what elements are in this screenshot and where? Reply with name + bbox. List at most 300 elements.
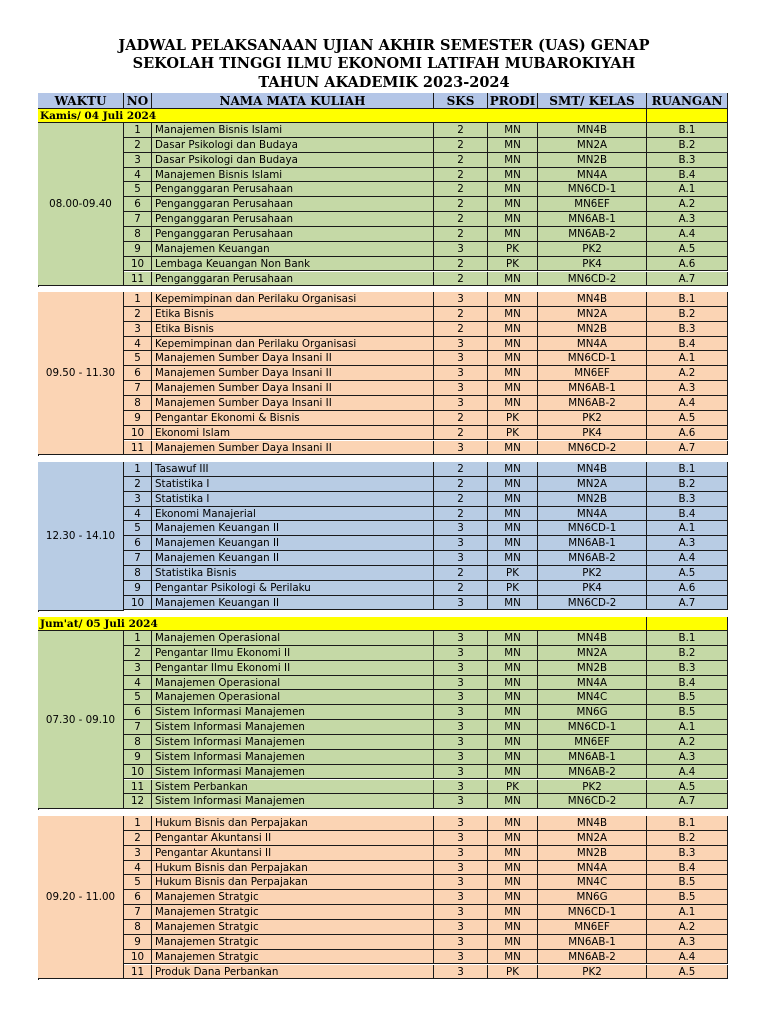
time-slot: 09.20 - 11.00 — [38, 816, 124, 979]
table-row-col-no: 10 — [124, 596, 152, 611]
table-row-col-no: 3 — [124, 492, 152, 507]
table-row-col-smt-kelas: PK2 — [538, 411, 647, 426]
table-row-col-sks: 3 — [434, 705, 488, 720]
table-row-col-smt-kelas: MN4A — [538, 337, 647, 352]
table-row-col-sks: 3 — [434, 750, 488, 765]
table-row-col-ruangan: B.1 — [647, 462, 728, 477]
table-row-col-smt-kelas: MN6AB-1 — [538, 536, 647, 551]
table-row-col-prodi: MN — [488, 492, 538, 507]
table-row-col-no: 5 — [124, 351, 152, 366]
table-row-col-nama-mata-kuliah: Kepemimpinan dan Perilaku Organisasi — [152, 292, 434, 307]
table-row-col-smt-kelas: PK4 — [538, 257, 647, 272]
table-row-col-nama-mata-kuliah: Penganggaran Perusahaan — [152, 212, 434, 227]
table-row-col-ruangan: A.4 — [647, 950, 728, 965]
table-row-col-sks: 3 — [434, 596, 488, 611]
table-row-col-smt-kelas: MN6G — [538, 890, 647, 905]
table-row-col-nama-mata-kuliah: Statistika I — [152, 492, 434, 507]
table-row-col-no: 6 — [124, 366, 152, 381]
table-row-col-prodi: MN — [488, 507, 538, 522]
table-row-col-nama-mata-kuliah: Pengantar Psikologi & Perilaku — [152, 581, 434, 596]
table-row-col-no: 5 — [124, 521, 152, 536]
table-row-col-sks: 3 — [434, 720, 488, 735]
table-row-col-no: 10 — [124, 950, 152, 965]
table-row-col-prodi: MN — [488, 765, 538, 780]
table-row-col-nama-mata-kuliah: Sistem Informasi Manajemen — [152, 720, 434, 735]
table-row-col-prodi: MN — [488, 197, 538, 212]
table-row-col-prodi: MN — [488, 661, 538, 676]
table-row-col-ruangan: A.7 — [647, 794, 728, 809]
table-row-col-sks: 3 — [434, 536, 488, 551]
table-row-col-prodi: MN — [488, 272, 538, 287]
table-row-col-no: 5 — [124, 875, 152, 890]
table-row-col-ruangan: A.4 — [647, 396, 728, 411]
table-row-col-prodi: MN — [488, 596, 538, 611]
table-row-col-prodi: MN — [488, 168, 538, 183]
table-row-col-nama-mata-kuliah: Kepemimpinan dan Perilaku Organisasi — [152, 337, 434, 352]
table-row-col-ruangan: B.4 — [647, 507, 728, 522]
table-row-col-ruangan: B.2 — [647, 831, 728, 846]
table-row-col-sks: 3 — [434, 661, 488, 676]
table-row-col-no: 7 — [124, 212, 152, 227]
table-row-col-nama-mata-kuliah: Manajemen Bisnis Islami — [152, 168, 434, 183]
table-row-col-smt-kelas: PK2 — [538, 242, 647, 257]
table-row-col-nama-mata-kuliah: Sistem Informasi Manajemen — [152, 765, 434, 780]
table-row-col-nama-mata-kuliah: Manajemen Keuangan — [152, 242, 434, 257]
table-row-col-smt-kelas: PK2 — [538, 965, 647, 980]
table-row-col-no: 6 — [124, 890, 152, 905]
table-row-col-prodi: MN — [488, 794, 538, 809]
table-row-col-nama-mata-kuliah: Manajemen Sumber Daya Insani II — [152, 396, 434, 411]
table-row-col-smt-kelas: MN6AB-2 — [538, 396, 647, 411]
table-row-col-sks: 3 — [434, 337, 488, 352]
table-row-col-prodi: MN — [488, 227, 538, 242]
table-row-col-nama-mata-kuliah: Hukum Bisnis dan Perpajakan — [152, 875, 434, 890]
table-row-col-no: 8 — [124, 227, 152, 242]
table-row-col-sks: 3 — [434, 875, 488, 890]
header-col-smt-kelas: SMT/ KELAS — [538, 93, 647, 109]
table-row-col-sks: 3 — [434, 631, 488, 646]
table-row-col-sks: 3 — [434, 890, 488, 905]
table-row-col-no: 7 — [124, 551, 152, 566]
time-slot: 12.30 - 14.10 — [38, 462, 124, 611]
table-row-col-nama-mata-kuliah: Sistem Informasi Manajemen — [152, 750, 434, 765]
table-row-col-sks: 2 — [434, 138, 488, 153]
table-row-col-nama-mata-kuliah: Pengantar Ilmu Ekonomi II — [152, 646, 434, 661]
table-row-col-sks: 3 — [434, 292, 488, 307]
table-row-col-no: 11 — [124, 272, 152, 287]
table-row-col-ruangan: A.6 — [647, 426, 728, 441]
day-label: Jum'at/ 05 Juli 2024 — [38, 617, 647, 631]
table-row-col-sks: 3 — [434, 690, 488, 705]
table-row-col-ruangan: A.3 — [647, 750, 728, 765]
table-row-col-smt-kelas: MN6CD-1 — [538, 720, 647, 735]
table-row-col-smt-kelas: MN6EF — [538, 197, 647, 212]
table-row-col-smt-kelas: MN4B — [538, 123, 647, 138]
table-row-col-no: 11 — [124, 441, 152, 456]
table-row-col-smt-kelas: MN6AB-2 — [538, 551, 647, 566]
table-row-col-no: 4 — [124, 337, 152, 352]
table-row-col-ruangan: B.2 — [647, 307, 728, 322]
table-row-col-nama-mata-kuliah: Manajemen Keuangan II — [152, 596, 434, 611]
table-row-col-smt-kelas: MN6CD-1 — [538, 521, 647, 536]
table-row-col-sks: 3 — [434, 366, 488, 381]
time-slot: 09.50 - 11.30 — [38, 292, 124, 455]
table-row-col-prodi: MN — [488, 676, 538, 691]
table-row-col-sks: 2 — [434, 257, 488, 272]
table-row-col-nama-mata-kuliah: Penganggaran Perusahaan — [152, 182, 434, 197]
table-row-col-sks: 3 — [434, 441, 488, 456]
table-row-col-nama-mata-kuliah: Dasar Psikologi dan Budaya — [152, 138, 434, 153]
table-row-col-prodi: PK — [488, 426, 538, 441]
table-row-col-smt-kelas: MN6AB-2 — [538, 227, 647, 242]
table-row-col-smt-kelas: MN2B — [538, 153, 647, 168]
table-row-col-sks: 3 — [434, 676, 488, 691]
table-row-col-ruangan: A.1 — [647, 351, 728, 366]
header-col-sks: SKS — [434, 93, 488, 109]
table-row-col-sks: 2 — [434, 197, 488, 212]
table-row-col-nama-mata-kuliah: Dasar Psikologi dan Budaya — [152, 153, 434, 168]
table-row-col-prodi: MN — [488, 366, 538, 381]
table-row-col-nama-mata-kuliah: Manajemen Keuangan II — [152, 536, 434, 551]
table-row-col-prodi: PK — [488, 242, 538, 257]
table-row-col-ruangan: B.3 — [647, 846, 728, 861]
table-row-col-no: 1 — [124, 631, 152, 646]
table-row-col-sks: 2 — [434, 307, 488, 322]
table-row-col-prodi: MN — [488, 123, 538, 138]
table-row-col-prodi: MN — [488, 875, 538, 890]
table-row-col-no: 11 — [124, 965, 152, 980]
table-row-col-smt-kelas: MN6CD-2 — [538, 272, 647, 287]
table-row-col-prodi: MN — [488, 735, 538, 750]
table-row-col-ruangan: B.1 — [647, 816, 728, 831]
table-row-col-prodi: MN — [488, 322, 538, 337]
table-row-col-smt-kelas: PK4 — [538, 426, 647, 441]
table-row-col-sks: 3 — [434, 396, 488, 411]
table-row-col-sks: 3 — [434, 920, 488, 935]
table-row-col-prodi: MN — [488, 831, 538, 846]
table-row-col-no: 1 — [124, 292, 152, 307]
table-row-col-ruangan: B.4 — [647, 861, 728, 876]
table-row-col-ruangan: B.4 — [647, 168, 728, 183]
table-row-col-smt-kelas: MN6EF — [538, 920, 647, 935]
table-row-col-no: 6 — [124, 197, 152, 212]
table-row-col-nama-mata-kuliah: Manajemen Sumber Daya Insani II — [152, 381, 434, 396]
table-row-col-nama-mata-kuliah: Manajemen Sumber Daya Insani II — [152, 441, 434, 456]
day-row-filler — [647, 617, 728, 631]
table-row-col-sks: 2 — [434, 182, 488, 197]
table-row-col-smt-kelas: MN2B — [538, 322, 647, 337]
table-row-col-sks: 3 — [434, 950, 488, 965]
table-row-col-sks: 2 — [434, 153, 488, 168]
table-row-col-nama-mata-kuliah: Manajemen Operasional — [152, 676, 434, 691]
table-row-col-smt-kelas: MN6AB-1 — [538, 212, 647, 227]
table-row-col-ruangan: A.1 — [647, 905, 728, 920]
header-col-no: NO — [124, 93, 152, 109]
table-row-col-ruangan: B.4 — [647, 337, 728, 352]
table-row-col-prodi: MN — [488, 861, 538, 876]
table-row-col-smt-kelas: PK2 — [538, 780, 647, 795]
table-row-col-sks: 3 — [434, 521, 488, 536]
time-slot: 08.00-09.40 — [38, 123, 124, 286]
table-row-col-sks: 3 — [434, 905, 488, 920]
table-row-col-smt-kelas: MN2B — [538, 661, 647, 676]
table-row-col-prodi: MN — [488, 307, 538, 322]
table-row-col-prodi: MN — [488, 846, 538, 861]
table-row-col-sks: 2 — [434, 566, 488, 581]
table-row-col-ruangan: A.2 — [647, 366, 728, 381]
table-row-col-nama-mata-kuliah: Manajemen Stratgic — [152, 920, 434, 935]
table-row-col-prodi: PK — [488, 581, 538, 596]
table-row-col-nama-mata-kuliah: Manajemen Bisnis Islami — [152, 123, 434, 138]
table-row-col-ruangan: A.3 — [647, 935, 728, 950]
table-row-col-ruangan: A.2 — [647, 735, 728, 750]
table-row-col-ruangan: B.3 — [647, 153, 728, 168]
table-row-col-nama-mata-kuliah: Ekonomi Islam — [152, 426, 434, 441]
table-row-col-prodi: MN — [488, 705, 538, 720]
table-row-col-ruangan: B.1 — [647, 292, 728, 307]
table-row-col-smt-kelas: MN4B — [538, 631, 647, 646]
table-row-col-ruangan: A.1 — [647, 182, 728, 197]
table-row-col-ruangan: A.5 — [647, 780, 728, 795]
table-row-col-nama-mata-kuliah: Hukum Bisnis dan Perpajakan — [152, 861, 434, 876]
table-row-col-sks: 3 — [434, 816, 488, 831]
table-row-col-ruangan: B.1 — [647, 123, 728, 138]
table-row-col-sks: 3 — [434, 735, 488, 750]
table-row-col-nama-mata-kuliah: Lembaga Keuangan Non Bank — [152, 257, 434, 272]
table-row-col-nama-mata-kuliah: Pengantar Akuntansi II — [152, 846, 434, 861]
table-row-col-ruangan: B.3 — [647, 322, 728, 337]
table-row-col-prodi: MN — [488, 905, 538, 920]
table-row-col-prodi: MN — [488, 536, 538, 551]
document-title-line-2: SEKOLAH TINGGI ILMU EKONOMI LATIFAH MUBAROKIYAH — [132, 55, 636, 72]
day-row-filler — [647, 109, 728, 123]
table-row-col-nama-mata-kuliah: Manajemen Stratgic — [152, 890, 434, 905]
table-row-col-smt-kelas: MN2B — [538, 846, 647, 861]
table-row-col-smt-kelas: MN2A — [538, 831, 647, 846]
table-row-col-sks: 2 — [434, 426, 488, 441]
table-row-col-no: 9 — [124, 242, 152, 257]
table-row-col-ruangan: A.5 — [647, 965, 728, 980]
table-row-col-sks: 3 — [434, 846, 488, 861]
table-row-col-sks: 2 — [434, 123, 488, 138]
table-row-col-no: 1 — [124, 816, 152, 831]
table-row-col-sks: 3 — [434, 351, 488, 366]
table-row-col-sks: 3 — [434, 646, 488, 661]
table-row-col-smt-kelas: MN6AB-1 — [538, 935, 647, 950]
table-row-col-sks: 2 — [434, 507, 488, 522]
table-row-col-nama-mata-kuliah: Sistem Informasi Manajemen — [152, 735, 434, 750]
table-row-col-smt-kelas: MN4A — [538, 676, 647, 691]
document-title-line-3: TAHUN AKADEMIK 2023-2024 — [258, 74, 510, 91]
table-row-col-sks: 2 — [434, 492, 488, 507]
table-row-col-smt-kelas: MN6AB-2 — [538, 950, 647, 965]
table-row-col-prodi: MN — [488, 690, 538, 705]
table-row-col-no: 9 — [124, 935, 152, 950]
table-row-col-no: 2 — [124, 307, 152, 322]
table-row-col-prodi: MN — [488, 631, 538, 646]
table-row-col-no: 4 — [124, 507, 152, 522]
day-label: Kamis/ 04 Juli 2024 — [38, 109, 647, 123]
table-row-col-sks: 3 — [434, 780, 488, 795]
table-row-col-prodi: PK — [488, 965, 538, 980]
table-row-col-prodi: MN — [488, 396, 538, 411]
table-row-col-ruangan: A.5 — [647, 242, 728, 257]
table-row-col-no: 7 — [124, 381, 152, 396]
table-row-col-smt-kelas: MN6EF — [538, 366, 647, 381]
table-row-col-prodi: MN — [488, 521, 538, 536]
table-row-col-smt-kelas: MN4B — [538, 292, 647, 307]
table-row-col-no: 2 — [124, 138, 152, 153]
table-row-col-smt-kelas: MN6CD-2 — [538, 441, 647, 456]
header-col-waktu: WAKTU — [38, 93, 124, 109]
table-row-col-prodi: MN — [488, 950, 538, 965]
table-row-col-smt-kelas: MN6EF — [538, 735, 647, 750]
table-row-col-ruangan: B.5 — [647, 690, 728, 705]
table-row-col-sks: 2 — [434, 462, 488, 477]
table-row-col-ruangan: A.1 — [647, 720, 728, 735]
table-row-col-smt-kelas: MN2B — [538, 492, 647, 507]
table-row-col-nama-mata-kuliah: Tasawuf III — [152, 462, 434, 477]
table-row-col-prodi: MN — [488, 720, 538, 735]
table-row-col-nama-mata-kuliah: Penganggaran Perusahaan — [152, 227, 434, 242]
table-row-col-sks: 3 — [434, 965, 488, 980]
table-row-col-sks: 3 — [434, 765, 488, 780]
table-row-col-ruangan: A.7 — [647, 596, 728, 611]
table-row-col-ruangan: B.5 — [647, 890, 728, 905]
table-row-col-no: 9 — [124, 750, 152, 765]
table-row-col-nama-mata-kuliah: Pengantar Akuntansi II — [152, 831, 434, 846]
table-row-col-prodi: MN — [488, 816, 538, 831]
table-row-col-ruangan: B.1 — [647, 631, 728, 646]
table-row-col-ruangan: B.2 — [647, 646, 728, 661]
table-row-col-nama-mata-kuliah: Pengantar Ilmu Ekonomi II — [152, 661, 434, 676]
table-row-col-ruangan: A.5 — [647, 566, 728, 581]
table-row-col-no: 5 — [124, 182, 152, 197]
table-row-col-smt-kelas: MN6CD-2 — [538, 794, 647, 809]
table-row-col-prodi: MN — [488, 750, 538, 765]
time-slot: 07.30 - 09.10 — [38, 631, 124, 809]
table-row-col-nama-mata-kuliah: Produk Dana Perbankan — [152, 965, 434, 980]
table-row-col-nama-mata-kuliah: Penganggaran Perusahaan — [152, 272, 434, 287]
table-row-col-sks: 3 — [434, 861, 488, 876]
table-row-col-nama-mata-kuliah: Manajemen Sumber Daya Insani II — [152, 366, 434, 381]
table-row-col-nama-mata-kuliah: Penganggaran Perusahaan — [152, 197, 434, 212]
table-row-col-prodi: MN — [488, 890, 538, 905]
table-row-col-smt-kelas: MN6CD-1 — [538, 182, 647, 197]
table-row-col-no: 7 — [124, 720, 152, 735]
table-row-col-prodi: MN — [488, 212, 538, 227]
table-row-col-smt-kelas: MN4B — [538, 462, 647, 477]
table-row-col-ruangan: A.5 — [647, 411, 728, 426]
header-col-nama-mata-kuliah: NAMA MATA KULIAH — [152, 93, 434, 109]
table-row-col-no: 10 — [124, 426, 152, 441]
table-row-col-no: 3 — [124, 153, 152, 168]
table-row-col-sks: 2 — [434, 581, 488, 596]
table-row-col-smt-kelas: PK2 — [538, 566, 647, 581]
table-row-col-sks: 3 — [434, 831, 488, 846]
table-row-col-prodi: PK — [488, 566, 538, 581]
table-row-col-prodi: MN — [488, 646, 538, 661]
table-row-col-prodi: MN — [488, 441, 538, 456]
table-row-col-prodi: PK — [488, 257, 538, 272]
table-row-col-sks: 2 — [434, 322, 488, 337]
table-row-col-nama-mata-kuliah: Sistem Informasi Manajemen — [152, 705, 434, 720]
table-row-col-sks: 3 — [434, 242, 488, 257]
table-row-col-ruangan: B.3 — [647, 492, 728, 507]
table-row-col-nama-mata-kuliah: Manajemen Stratgic — [152, 950, 434, 965]
table-row-col-smt-kelas: MN4A — [538, 861, 647, 876]
table-row-col-sks: 2 — [434, 272, 488, 287]
table-row-col-nama-mata-kuliah: Manajemen Stratgic — [152, 935, 434, 950]
table-row-col-sks: 3 — [434, 381, 488, 396]
table-row-col-no: 1 — [124, 123, 152, 138]
table-row-col-no: 1 — [124, 462, 152, 477]
table-row-col-no: 11 — [124, 780, 152, 795]
table-row-col-prodi: MN — [488, 935, 538, 950]
table-row-col-no: 2 — [124, 831, 152, 846]
table-row-col-nama-mata-kuliah: Sistem Perbankan — [152, 780, 434, 795]
table-row-col-smt-kelas: MN4C — [538, 875, 647, 890]
table-row-col-sks: 2 — [434, 227, 488, 242]
table-row-col-nama-mata-kuliah: Sistem Informasi Manajemen — [152, 794, 434, 809]
table-row-col-ruangan: A.7 — [647, 272, 728, 287]
table-row-col-ruangan: B.5 — [647, 875, 728, 890]
table-row-col-no: 8 — [124, 920, 152, 935]
table-row-col-no: 2 — [124, 477, 152, 492]
table-row-col-no: 4 — [124, 861, 152, 876]
table-row-col-ruangan: A.7 — [647, 441, 728, 456]
table-row-col-no: 8 — [124, 735, 152, 750]
table-row-col-smt-kelas: MN4A — [538, 168, 647, 183]
table-row-col-no: 6 — [124, 536, 152, 551]
table-row-col-nama-mata-kuliah: Etika Bisnis — [152, 322, 434, 337]
table-row-col-nama-mata-kuliah: Pengantar Ekonomi & Bisnis — [152, 411, 434, 426]
table-row-col-sks: 2 — [434, 212, 488, 227]
table-row-col-smt-kelas: MN2A — [538, 307, 647, 322]
table-row-col-ruangan: A.1 — [647, 521, 728, 536]
table-row-col-nama-mata-kuliah: Hukum Bisnis dan Perpajakan — [152, 816, 434, 831]
table-row-col-nama-mata-kuliah: Etika Bisnis — [152, 307, 434, 322]
table-row-col-ruangan: A.3 — [647, 536, 728, 551]
table-row-col-no: 4 — [124, 168, 152, 183]
table-row-col-prodi: MN — [488, 920, 538, 935]
table-row-col-ruangan: A.4 — [647, 551, 728, 566]
table-row-col-smt-kelas: MN6G — [538, 705, 647, 720]
table-row-col-no: 10 — [124, 765, 152, 780]
document-title-line-1: JADWAL PELAKSANAAN UJIAN AKHIR SEMESTER (UAS) GENAP — [118, 37, 650, 54]
table-row-col-ruangan: A.6 — [647, 257, 728, 272]
table-row-col-sks: 2 — [434, 477, 488, 492]
table-row-col-prodi: PK — [488, 780, 538, 795]
table-row-col-smt-kelas: MN4A — [538, 507, 647, 522]
table-row-col-smt-kelas: MN6AB-1 — [538, 381, 647, 396]
table-row-col-no: 4 — [124, 676, 152, 691]
table-row-col-nama-mata-kuliah: Statistika I — [152, 477, 434, 492]
table-row-col-prodi: MN — [488, 138, 538, 153]
table-row-col-no: 3 — [124, 322, 152, 337]
header-col-prodi: PRODI — [488, 93, 538, 109]
table-row-col-nama-mata-kuliah: Manajemen Sumber Daya Insani II — [152, 351, 434, 366]
table-row-col-smt-kelas: MN6CD-1 — [538, 351, 647, 366]
table-row-col-sks: 3 — [434, 935, 488, 950]
table-row-col-ruangan: B.4 — [647, 676, 728, 691]
table-row-col-sks: 3 — [434, 794, 488, 809]
table-row-col-prodi: MN — [488, 351, 538, 366]
table-row-col-smt-kelas: MN4C — [538, 690, 647, 705]
table-row-col-sks: 3 — [434, 551, 488, 566]
table-row-col-smt-kelas: MN4B — [538, 816, 647, 831]
table-row-col-no: 9 — [124, 411, 152, 426]
